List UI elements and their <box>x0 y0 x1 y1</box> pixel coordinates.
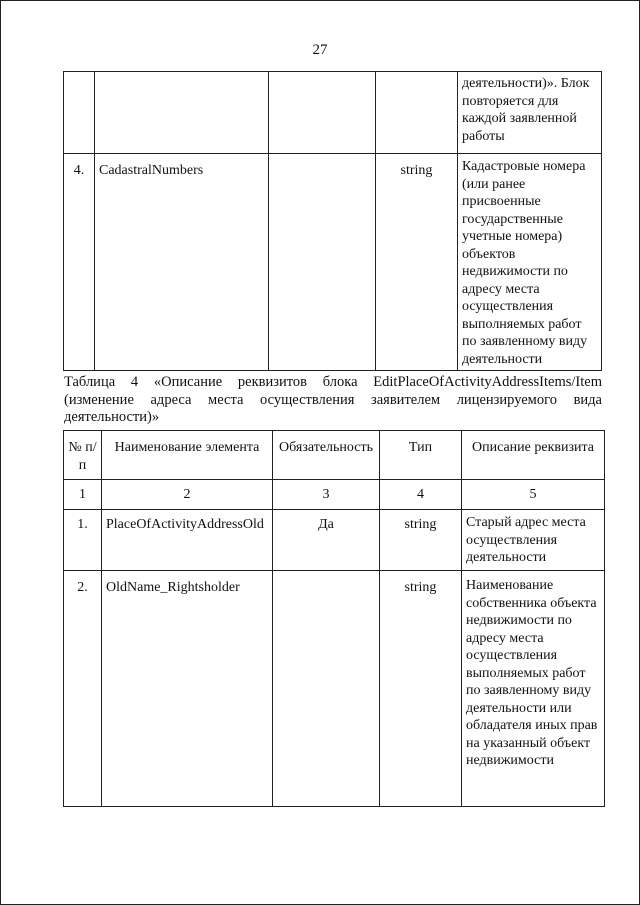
element-description: Наименование собственника объекта недвижимости по адресу места осуществления выполняемых работ по заявленному виду деятельности или обладателя иных прав на указанный объект недвижимости <box>462 571 605 807</box>
table-caption <box>64 374 602 427</box>
header-num: № п/п <box>64 431 102 480</box>
table-header-row <box>64 431 605 480</box>
row-number: 2. <box>64 571 102 807</box>
element-required: Да <box>273 510 380 571</box>
attributes-table-continued <box>63 71 602 371</box>
element-required <box>269 72 376 154</box>
element-type: string <box>380 571 462 807</box>
element-description: Старый адрес места осуществления деятельности <box>462 510 605 571</box>
header-name: Наименование элемента <box>102 431 273 480</box>
index-cell: 5 <box>462 480 605 510</box>
table-row <box>64 571 605 807</box>
element-type: string <box>380 510 462 571</box>
index-cell: 4 <box>380 480 462 510</box>
element-name: OldName_Rightsholder <box>102 571 273 807</box>
element-name <box>95 72 269 154</box>
index-cell: 1 <box>64 480 102 510</box>
element-description: деятельности)». Блок повторяется для каждой заявленной работы <box>458 72 602 154</box>
element-name: PlaceOfActivityAddressOld <box>102 510 273 571</box>
table-index-row <box>64 480 605 510</box>
table-caption-line: (изменение адреса места осуществления заявителем лицензируемого вида <box>64 391 602 408</box>
table-caption-line: деятельности)» <box>64 409 160 425</box>
element-required <box>269 154 376 371</box>
table-row <box>64 72 602 154</box>
row-number: 1. <box>64 510 102 571</box>
row-number: 4. <box>64 154 95 371</box>
row-number <box>64 72 95 154</box>
header-description: Описание реквизита <box>462 431 605 480</box>
attributes-table <box>63 430 605 807</box>
element-description: Кадастровые номера (или ранее присвоенные государственные учетные номера) объектов недвижимости по адресу места осуществления выполняемых работ по заявленному виду деятельности <box>458 154 602 371</box>
header-required: Обязательность <box>273 431 380 480</box>
table-row <box>64 510 605 571</box>
header-type: Тип <box>380 431 462 480</box>
index-cell: 3 <box>273 480 380 510</box>
page-number: 27 <box>312 42 328 58</box>
element-type <box>376 72 458 154</box>
element-name: CadastralNumbers <box>95 154 269 371</box>
element-type: string <box>376 154 458 371</box>
index-cell: 2 <box>102 480 273 510</box>
table-caption-line: Таблица 4 «Описание реквизитов блока EditPlaceOfActivityAddressItems/Item <box>64 374 602 390</box>
element-required <box>273 571 380 807</box>
table-row <box>64 154 602 371</box>
